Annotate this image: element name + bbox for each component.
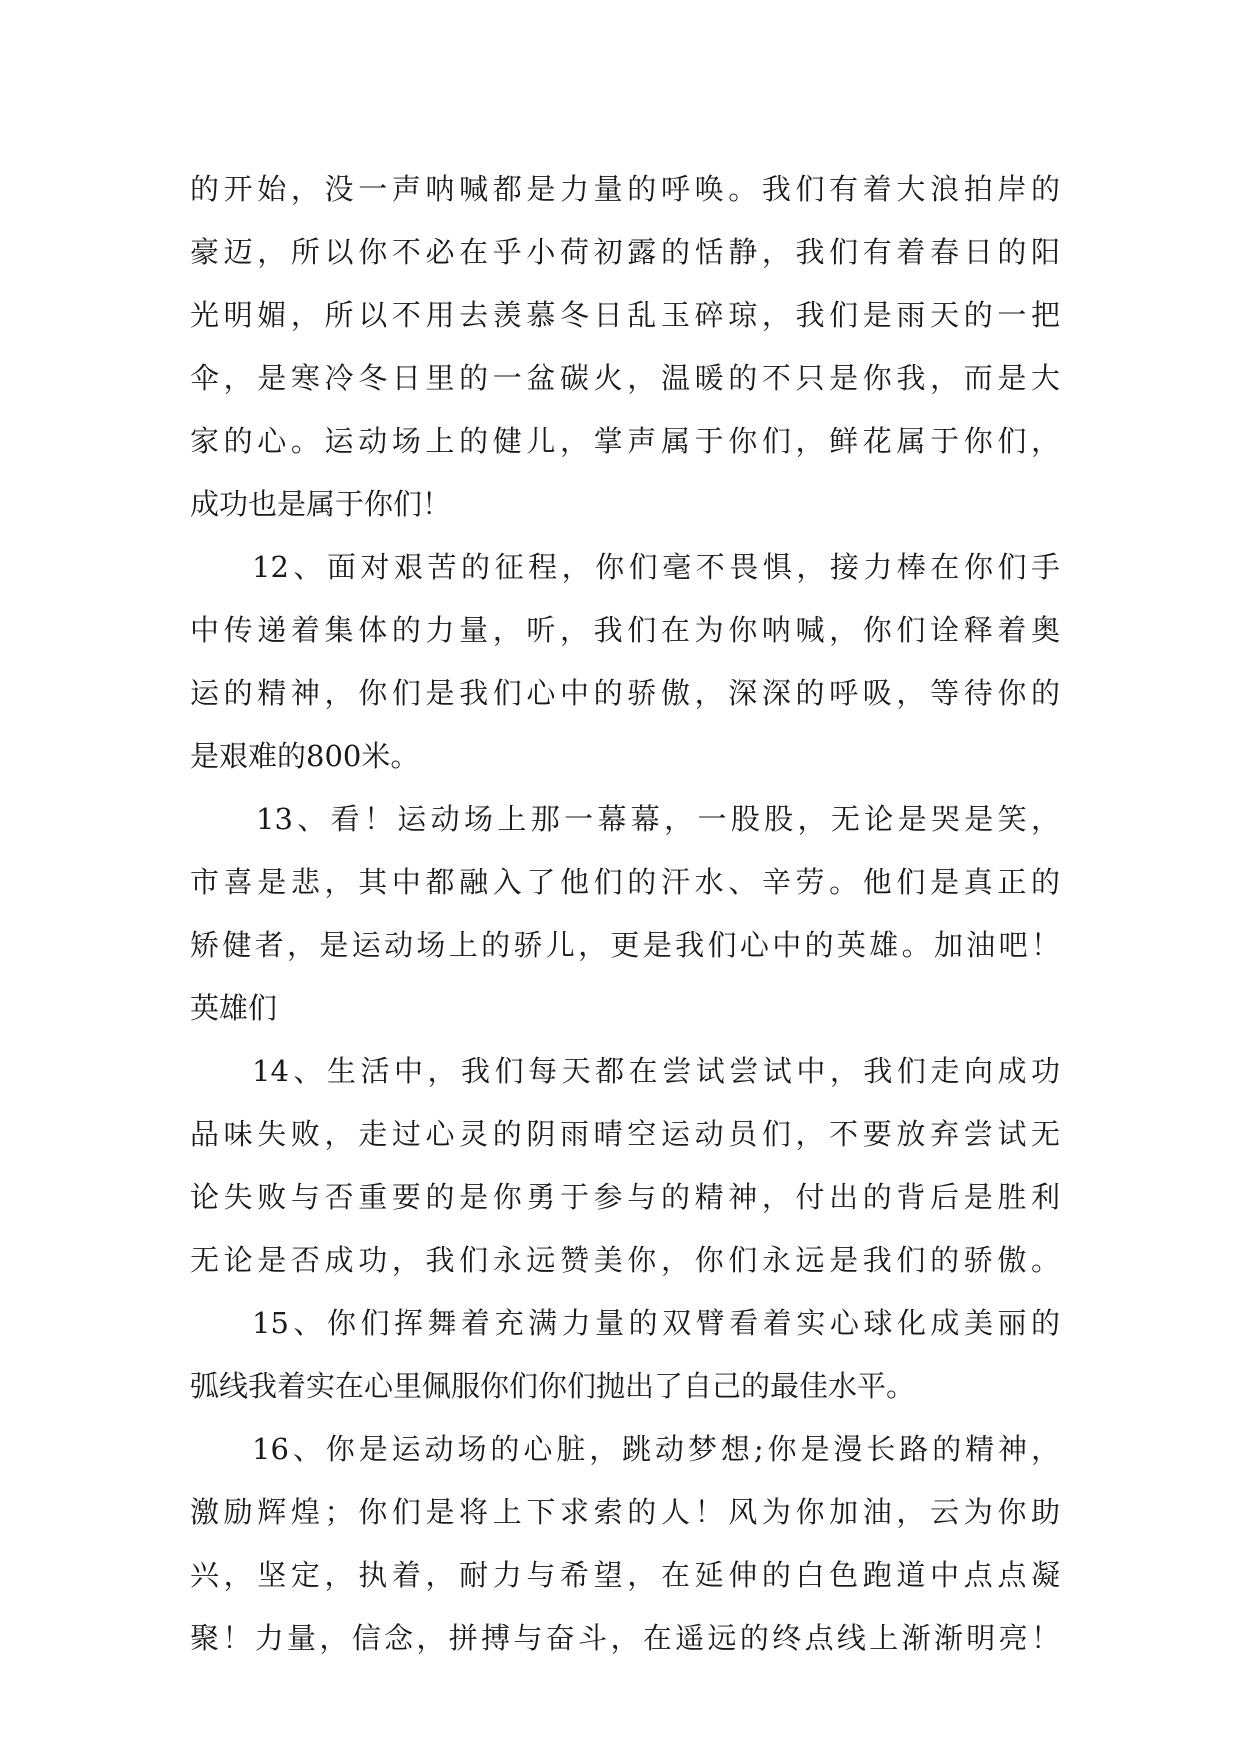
text-line: 兴，坚定，执着，耐力与希望，在延伸的白色跑道中点点凝 [190,1558,1060,1592]
text-line: 激励辉煌；你们是将上下求索的人！风为你加油，云为你助 [190,1495,1060,1529]
text-line: 品味失败，走过心灵的阴雨晴空运动员们，不要放弃尝试无 [190,1117,1060,1151]
text-line: 14、生活中，我们每天都在尝试尝试中，我们走向成功 [252,1054,1060,1088]
text-line: 16、你是运动场的心脏，跳动梦想;你是漫长路的精神， [252,1432,1060,1466]
paragraph-14 [190,1040,1060,1292]
paragraph-12 [190,536,1060,788]
text-line: 运的精神，你们是我们心中的骄傲，深深的呼吸，等待你的 [190,676,1060,710]
text-line: 成功也是属于你们！ [190,487,452,521]
text-line: 豪迈，所以你不必在乎小荷初露的恬静，我们有着春日的阳 [190,235,1060,269]
text-line: 13、看！运动场上那一幕幕，一股股，无论是哭是笑， [256,802,1060,836]
text-line: 市喜是悲，其中都融入了他们的汗水、辛劳。他们是真正的 [190,865,1060,899]
document-body [190,158,1060,1670]
paragraph-15 [190,1292,1060,1418]
text-line: 家的心。运动场上的健儿，掌声属于你们，鲜花属于你们， [190,424,1060,458]
text-line: 的开始，没一声呐喊都是力量的呼唤。我们有着大浪拍岸的 [190,172,1060,206]
text-line: 聚！力量，信念，拼搏与奋斗，在遥远的终点线上渐渐明亮！ [190,1621,1060,1655]
text-line: 中传递着集体的力量，听，我们在为你呐喊，你们诠释着奥 [190,613,1060,647]
paragraph-13 [190,788,1060,1040]
text-line: 论失败与否重要的是你勇于参与的精神，付出的背后是胜利 [190,1180,1060,1214]
text-line: 英雄们 [190,991,278,1025]
paragraph-11-continued [190,158,1060,536]
text-line: 12、面对艰苦的征程，你们毫不畏惧，接力棒在你们手 [252,550,1060,584]
text-line: 光明媚，所以不用去羡慕冬日乱玉碎琼，我们是雨天的一把 [190,298,1060,332]
text-line: 15、你们挥舞着充满力量的双臂看着实心球化成美丽的 [252,1306,1060,1340]
text-line: 矫健者，是运动场上的骄儿，更是我们心中的英雄。加油吧！ [190,928,1060,962]
paragraph-16 [190,1418,1060,1670]
text-line: 弧线我着实在心里佩服你们你们抛出了自己的最佳水平。 [190,1369,916,1403]
text-line: 伞，是寒冷冬日里的一盆碳火，温暖的不只是你我，而是大 [190,361,1060,395]
text-line: 无论是否成功，我们永远赞美你，你们永远是我们的骄傲。 [190,1243,1060,1277]
text-line: 是艰难的800米。 [190,739,420,773]
